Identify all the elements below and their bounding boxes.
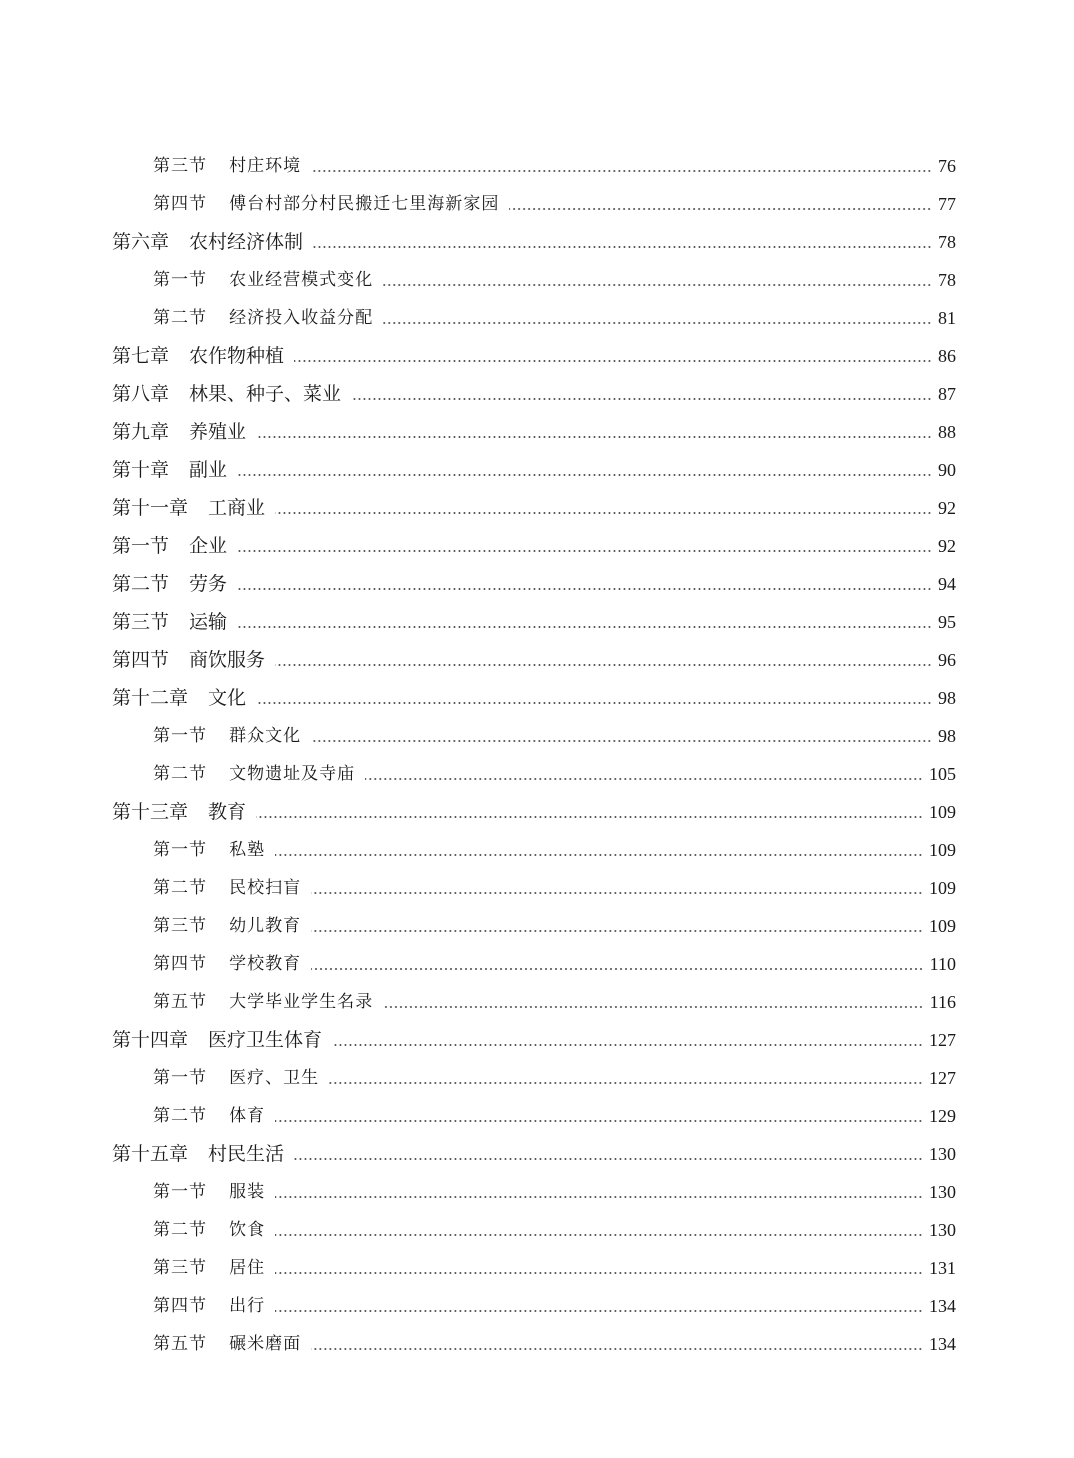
dot-leader (275, 512, 932, 514)
page-number: 130 (929, 1220, 956, 1240)
dot-leader (275, 1196, 923, 1198)
entry-number: 第三节 (153, 1258, 208, 1278)
entry-title: 村庄环境 (229, 156, 302, 176)
entry-number: 第三节 (153, 916, 208, 936)
dot-leader (383, 322, 932, 324)
entry-number: 第二节 (153, 764, 208, 784)
entry-title: 私塾 (229, 840, 266, 860)
page-number: 109 (929, 802, 956, 822)
toc-section-entry[interactable] (0, 945, 1074, 983)
toc-chapter-entry[interactable] (0, 489, 1074, 527)
entry-title: 工商业 (208, 497, 266, 519)
entry-number: 第四节 (153, 1296, 208, 1316)
entry-number: 第一节 (112, 535, 170, 557)
dot-leader (332, 1044, 923, 1046)
dot-leader (311, 930, 923, 932)
toc-chapter-entry[interactable] (0, 565, 1074, 603)
page-number: 78 (938, 270, 956, 290)
entry-number: 第四节 (112, 649, 170, 671)
entry-title: 农村经济体制 (189, 231, 304, 253)
entry-number: 第四节 (153, 954, 208, 974)
dot-leader (237, 588, 932, 590)
entry-title: 医疗、卫生 (229, 1068, 320, 1088)
entry-title: 碾米磨面 (229, 1334, 302, 1354)
page-number: 116 (929, 992, 956, 1012)
entry-number: 第二节 (112, 573, 170, 595)
dot-leader (294, 1158, 923, 1160)
toc-chapter-entry[interactable] (0, 603, 1074, 641)
entry-number: 第七章 (112, 345, 170, 367)
toc-chapter-entry[interactable] (0, 375, 1074, 413)
entry-title: 群众文化 (229, 726, 302, 746)
dot-leader (311, 892, 923, 894)
dot-leader (237, 474, 932, 476)
dot-leader (256, 702, 932, 704)
entry-title: 林果、种子、菜业 (189, 383, 342, 405)
toc-section-entry[interactable] (0, 717, 1074, 755)
toc-section-entry[interactable] (0, 755, 1074, 793)
toc-section-entry[interactable] (0, 831, 1074, 869)
entry-title: 经济投入收益分配 (229, 308, 374, 328)
entry-number: 第十四章 (112, 1029, 189, 1051)
toc-section-entry[interactable] (0, 1211, 1074, 1249)
page-number: 129 (929, 1106, 956, 1126)
dot-leader (237, 550, 932, 552)
entry-number: 第十一章 (112, 497, 189, 519)
dot-leader (509, 208, 932, 210)
dot-leader (256, 816, 923, 818)
dot-leader (311, 170, 932, 172)
entry-number: 第六章 (112, 231, 170, 253)
entry-title: 文物遗址及寺庙 (229, 764, 356, 784)
dot-leader (351, 398, 932, 400)
page-number: 78 (938, 232, 956, 252)
toc-section-entry[interactable] (0, 1059, 1074, 1097)
dot-leader (313, 246, 932, 248)
toc-section-entry[interactable] (0, 1097, 1074, 1135)
dot-leader (275, 1272, 923, 1274)
page-number: 77 (938, 194, 956, 214)
entry-number: 第八章 (112, 383, 170, 405)
entry-number: 第一节 (153, 840, 208, 860)
page-number: 134 (929, 1296, 956, 1316)
entry-number: 第三节 (153, 156, 208, 176)
page-number: 76 (938, 156, 956, 176)
toc-chapter-entry[interactable] (0, 413, 1074, 451)
entry-number: 第十章 (112, 459, 170, 481)
entry-number: 第二节 (153, 1220, 208, 1240)
entry-number: 第一节 (153, 270, 208, 290)
dot-leader (383, 1006, 923, 1008)
entry-title: 企业 (189, 535, 228, 557)
page-number: 109 (929, 878, 956, 898)
entry-number: 第一节 (153, 726, 208, 746)
toc-chapter-entry[interactable] (0, 793, 1074, 831)
entry-title: 傅台村部分村民搬迁七里海新家园 (229, 194, 500, 214)
page-number: 95 (938, 612, 956, 632)
entry-number: 第十三章 (112, 801, 189, 823)
toc-section-entry[interactable] (0, 907, 1074, 945)
entry-title: 服装 (229, 1182, 266, 1202)
page-number: 98 (938, 688, 956, 708)
entry-title: 出行 (229, 1296, 266, 1316)
toc-section-entry[interactable] (0, 299, 1074, 337)
toc-chapter-entry[interactable] (0, 451, 1074, 489)
toc-chapter-entry[interactable] (0, 1135, 1074, 1173)
toc-chapter-entry[interactable] (0, 1021, 1074, 1059)
dot-leader (311, 1348, 923, 1350)
entry-title: 居住 (229, 1258, 266, 1278)
entry-number: 第三节 (112, 611, 170, 633)
page-number: 109 (929, 916, 956, 936)
entry-title: 幼儿教育 (229, 916, 302, 936)
entry-title: 商饮服务 (189, 649, 266, 671)
entry-number: 第四节 (153, 194, 208, 214)
page-number: 96 (938, 650, 956, 670)
table-of-contents (0, 147, 1074, 1363)
page-number: 90 (938, 460, 956, 480)
dot-leader (275, 1310, 923, 1312)
entry-number: 第二节 (153, 878, 208, 898)
page-number: 110 (929, 954, 956, 974)
toc-section-entry[interactable] (0, 1287, 1074, 1325)
page-number: 92 (938, 536, 956, 556)
entry-title: 教育 (208, 801, 247, 823)
entry-number: 第十二章 (112, 687, 189, 709)
toc-chapter-entry[interactable] (0, 337, 1074, 375)
entry-title: 村民生活 (208, 1143, 285, 1165)
page-number: 109 (929, 840, 956, 860)
page-number: 88 (938, 422, 956, 442)
entry-title: 劳务 (189, 573, 228, 595)
page-number: 127 (929, 1030, 956, 1050)
entry-title: 副业 (189, 459, 228, 481)
entry-title: 医疗卫生体育 (208, 1029, 323, 1051)
toc-section-entry[interactable] (0, 261, 1074, 299)
toc-chapter-entry[interactable] (0, 223, 1074, 261)
toc-section-entry[interactable] (0, 869, 1074, 907)
dot-leader (275, 664, 932, 666)
entry-title: 养殖业 (189, 421, 247, 443)
page-number: 86 (938, 346, 956, 366)
page-number: 134 (929, 1334, 956, 1354)
entry-title: 饮食 (229, 1220, 266, 1240)
dot-leader (365, 778, 923, 780)
entry-number: 第五节 (153, 1334, 208, 1354)
toc-section-entry[interactable] (0, 147, 1074, 185)
page-number: 87 (938, 384, 956, 404)
entry-number: 第十五章 (112, 1143, 189, 1165)
entry-number: 第九章 (112, 421, 170, 443)
entry-title: 运输 (189, 611, 228, 633)
page-number: 94 (938, 574, 956, 594)
entry-title: 大学毕业学生名录 (229, 992, 374, 1012)
page-number: 81 (938, 308, 956, 328)
toc-section-entry[interactable] (0, 983, 1074, 1021)
dot-leader (383, 284, 932, 286)
toc-section-entry[interactable] (0, 1325, 1074, 1363)
toc-section-entry[interactable] (0, 185, 1074, 223)
toc-chapter-entry[interactable] (0, 641, 1074, 679)
entry-number: 第五节 (153, 992, 208, 1012)
entry-number: 第一节 (153, 1182, 208, 1202)
entry-title: 体育 (229, 1106, 266, 1126)
dot-leader (256, 436, 932, 438)
page-number: 130 (929, 1182, 956, 1202)
page-number: 127 (929, 1068, 956, 1088)
dot-leader (275, 1120, 923, 1122)
dot-leader (329, 1082, 923, 1084)
entry-number: 第二节 (153, 308, 208, 328)
page-number: 92 (938, 498, 956, 518)
dot-leader (237, 626, 932, 628)
toc-chapter-entry[interactable] (0, 527, 1074, 565)
toc-chapter-entry[interactable] (0, 679, 1074, 717)
entry-title: 农业经营模式变化 (229, 270, 374, 290)
page-number: 130 (929, 1144, 956, 1164)
dot-leader (294, 360, 932, 362)
page-number: 98 (938, 726, 956, 746)
page-number: 131 (929, 1258, 956, 1278)
entry-number: 第二节 (153, 1106, 208, 1126)
entry-title: 学校教育 (229, 954, 302, 974)
dot-leader (311, 968, 924, 970)
toc-section-entry[interactable] (0, 1249, 1074, 1287)
entry-title: 文化 (208, 687, 247, 709)
entry-title: 民校扫盲 (229, 878, 302, 898)
dot-leader (311, 740, 932, 742)
entry-number: 第一节 (153, 1068, 208, 1088)
page-number: 105 (929, 764, 956, 784)
dot-leader (275, 1234, 923, 1236)
entry-title: 农作物种植 (189, 345, 285, 367)
dot-leader (275, 854, 923, 856)
toc-section-entry[interactable] (0, 1173, 1074, 1211)
